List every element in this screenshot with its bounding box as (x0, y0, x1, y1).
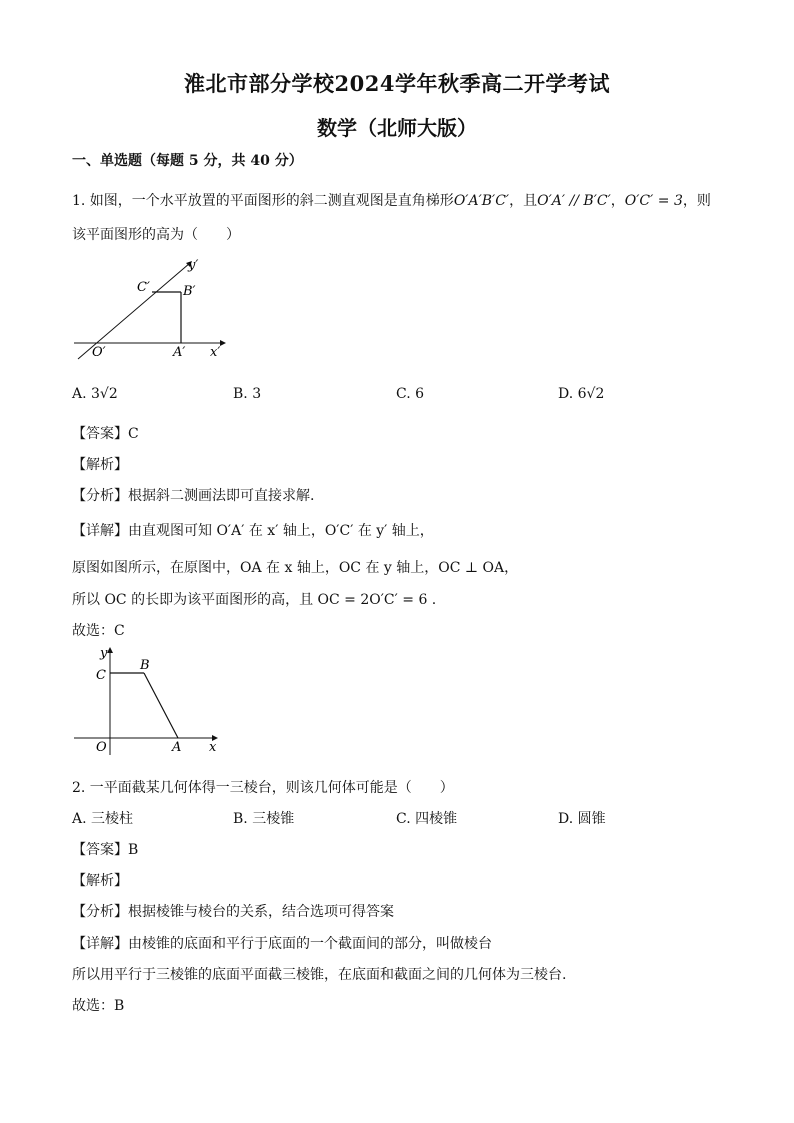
exam-subtitle: 数学（北师大版） (317, 116, 477, 140)
q1-length: O′C′ = 3 (624, 193, 683, 209)
q1-choose: 故选：C (72, 623, 125, 639)
label-o-prime: O′ (92, 345, 106, 360)
label-o: O (96, 740, 107, 755)
q2-answer: 【答案】B (72, 842, 139, 858)
q2-detail-2: 所以用平行于三棱锥的底面平面截三棱锥，在底面和截面之间的几何体为三棱台. (72, 967, 567, 983)
q1-stem-line1 (72, 190, 711, 210)
label-a: A (172, 740, 182, 755)
q1-oblique-figure (72, 255, 242, 365)
q1-fenxi: 【分析】根据斜二测画法即可直接求解. (72, 488, 315, 504)
q1-trapezoid: O′A′B′C′ (453, 193, 510, 209)
segment-b-a (144, 673, 178, 738)
q1-option-c: C. 6 (396, 386, 425, 402)
q2-stem: 2. 一平面截某几何体得一三棱台，则该几何体可能是（ ） (72, 780, 454, 796)
q2-choose: 故选：B (72, 998, 125, 1014)
q2-option-c: C. 四棱锥 (396, 811, 458, 827)
label-y: y (100, 646, 108, 661)
q1-answer: 【答案】C (72, 426, 139, 442)
q2-analysis-label: 【解析】 (72, 873, 128, 889)
label-x-prime: x′ (210, 345, 221, 360)
q2-fenxi: 【分析】根据棱锥与棱台的关系，结合选项可得答案 (72, 904, 394, 920)
section-heading: 一、单选题（每题 5 分，共 40 分） (72, 153, 303, 169)
label-x: x (209, 740, 217, 755)
label-a-prime: A′ (173, 345, 186, 360)
q1-stem-d: ，则 (682, 193, 711, 209)
y-axis-arrow-icon (107, 647, 113, 653)
q1-detail-1: 【详解】由直观图可知 O′A′ 在 x′ 轴上，O′C′ 在 y′ 轴上， (72, 523, 434, 539)
q2-option-b: B. 三棱锥 (233, 811, 295, 827)
q1-stem-a: 1. 如图，一个水平放置的平面图形的斜二测直观图是直角梯形 (72, 193, 454, 209)
q2-detail-1: 【详解】由棱锥的底面和平行于底面的一个截面间的部分，叫做棱台 (72, 936, 492, 952)
q2-option-d: D. 圆锥 (558, 811, 606, 827)
q1-parallel: O′A′ // B′C′ (537, 193, 611, 209)
label-b-prime: B′ (183, 284, 196, 299)
q2-option-a: A. 三棱柱 (72, 811, 134, 827)
q1-stem-b: ，且 (509, 193, 538, 209)
label-b: B (140, 658, 150, 673)
exam-title: 淮北市部分学校2024学年秋季高二开学考试 (184, 71, 610, 96)
q1-stem-line2: 该平面图形的高为（ ） (72, 227, 240, 243)
q1-option-a: A. 3√2 (72, 386, 118, 402)
q1-stem-c: ， (610, 193, 625, 209)
q1-detail-3: 所以 OC 的长即为该平面图形的高，且 OC = 2O′C′ = 6 . (72, 592, 437, 608)
q1-option-b: B. 3 (233, 386, 262, 402)
q1-option-d: D. 6√2 (558, 386, 605, 402)
label-c: C (96, 668, 106, 683)
q1-analysis-label: 【解析】 (72, 457, 128, 473)
q1-original-figure (72, 645, 232, 760)
label-y-prime: y′ (188, 258, 199, 273)
label-c-prime: C′ (137, 280, 150, 295)
q1-detail-2: 原图如图所示，在原图中，OA 在 x 轴上，OC 在 y 轴上，OC ⊥ OA， (72, 560, 519, 576)
x-axis-arrow-icon (220, 340, 226, 346)
